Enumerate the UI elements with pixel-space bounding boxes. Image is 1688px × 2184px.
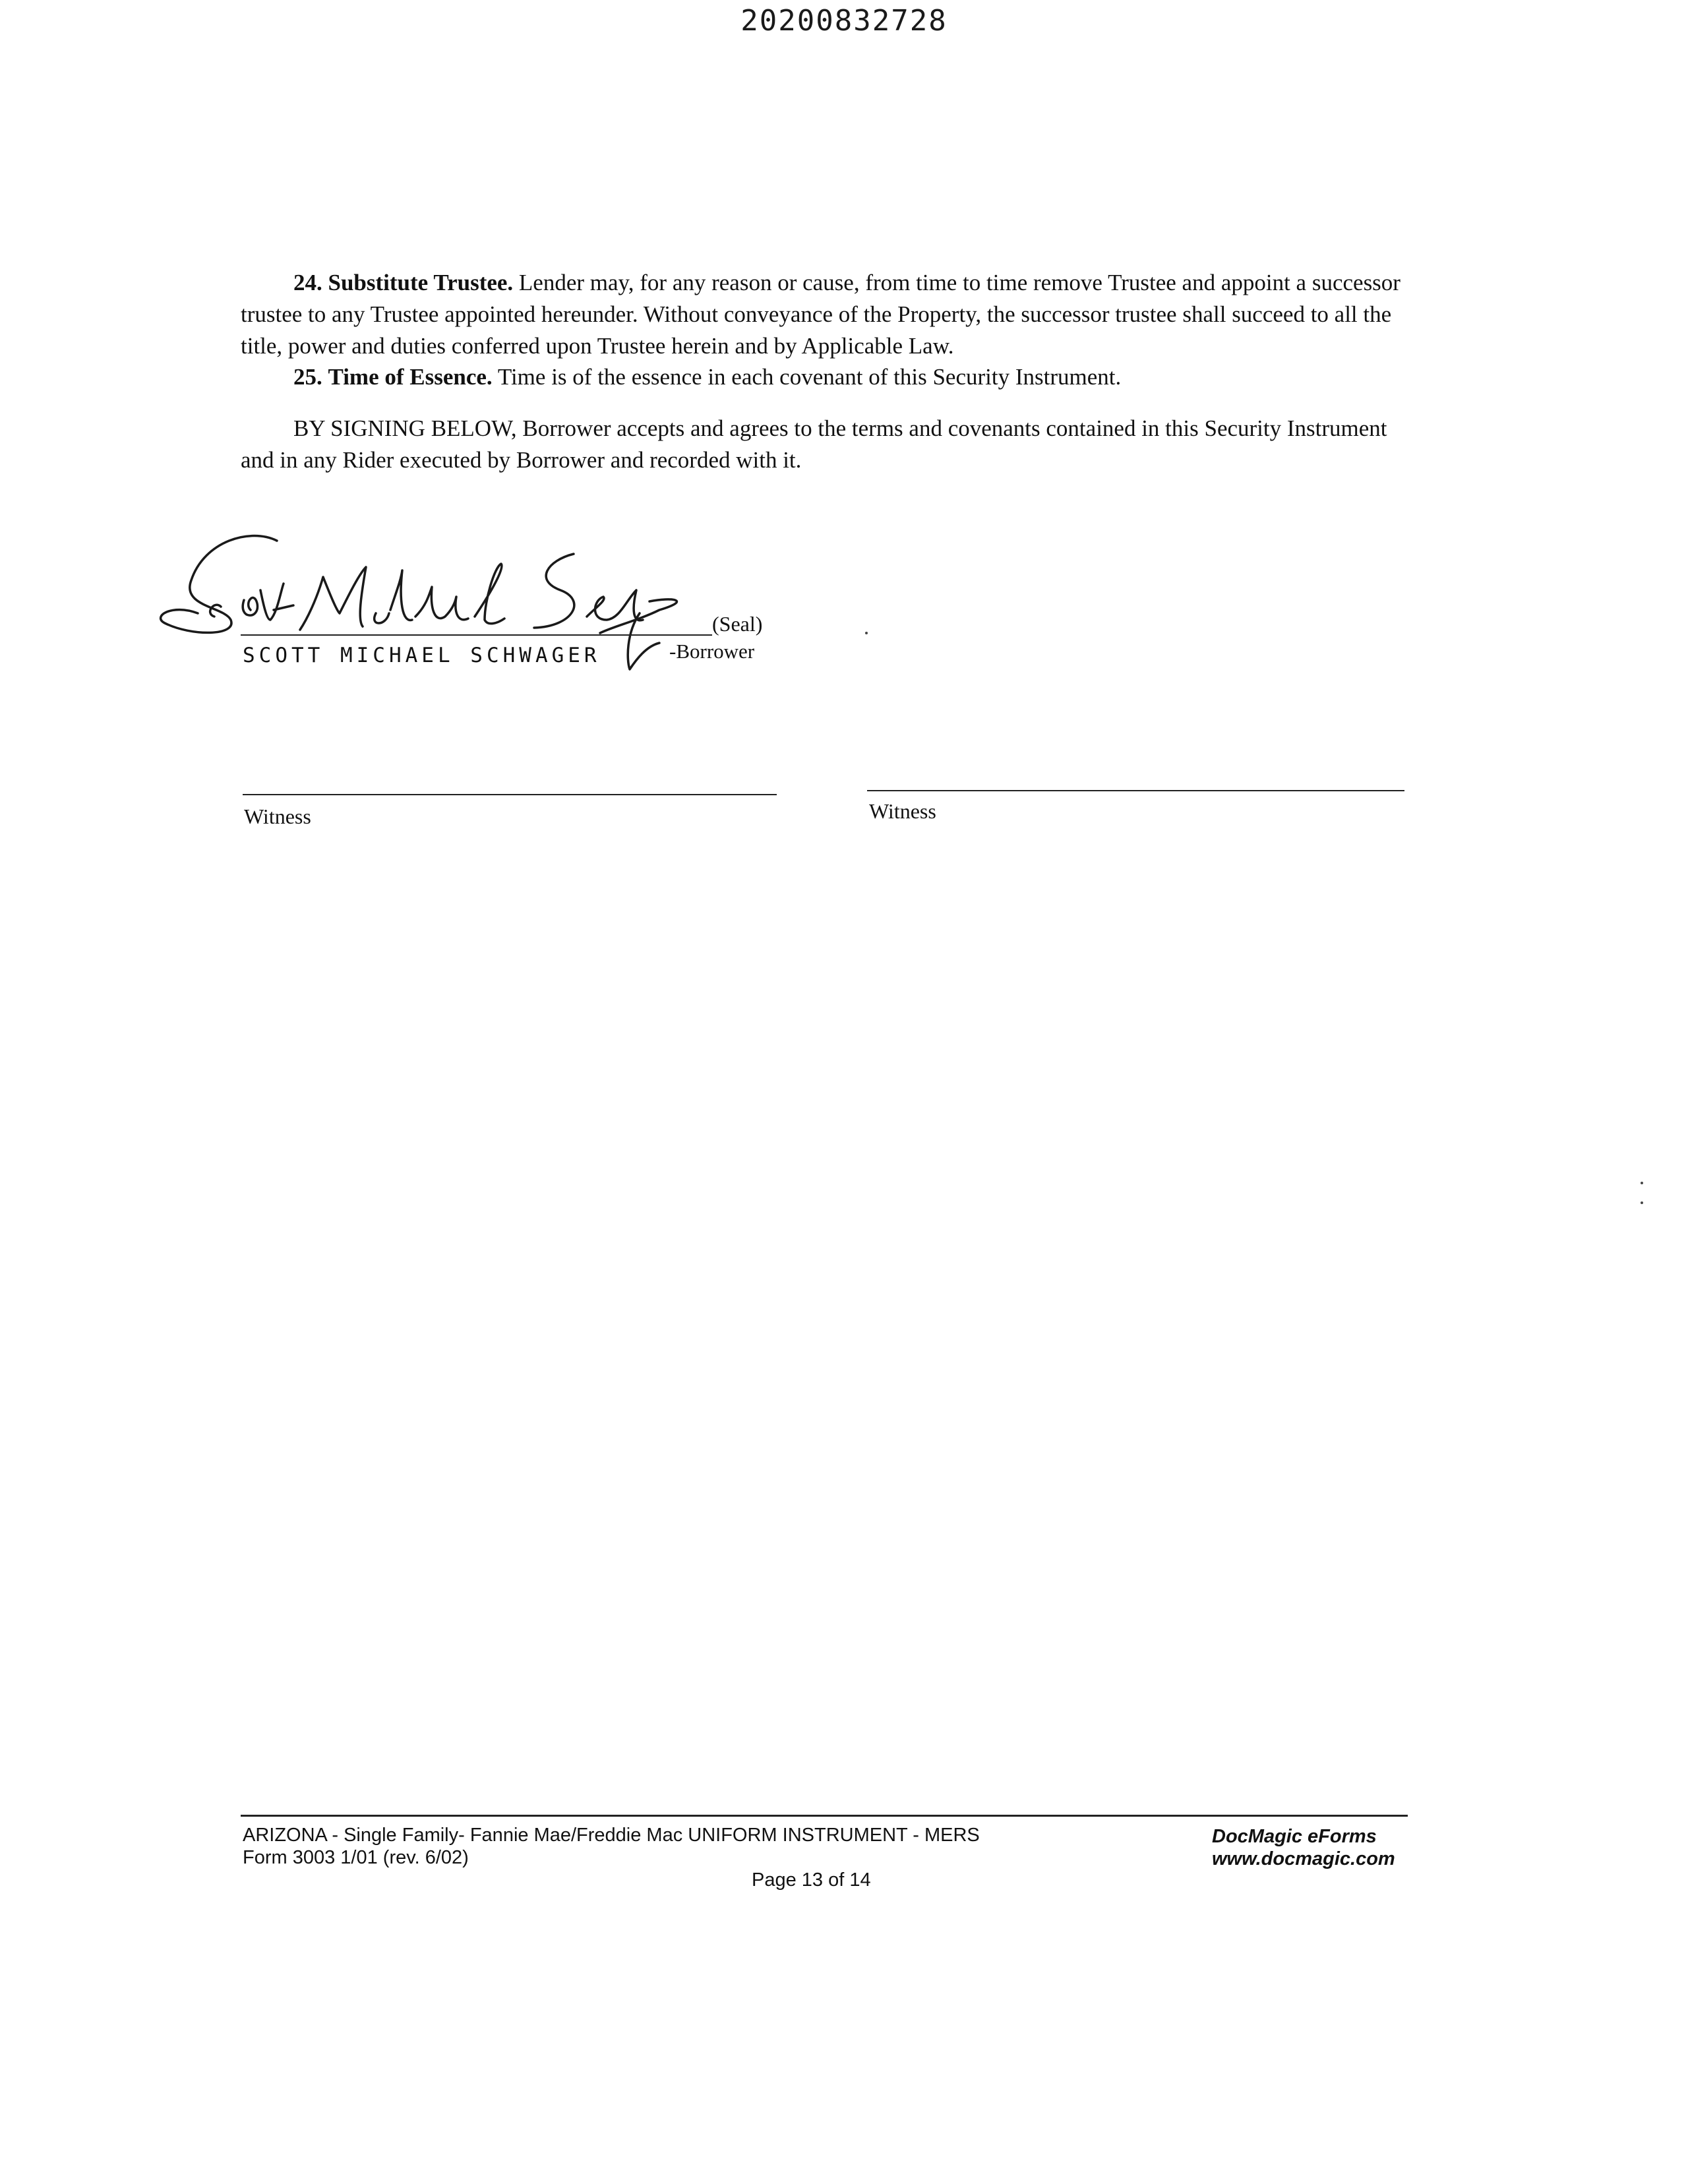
scan-speck xyxy=(865,632,868,634)
clause-25-text: Time is of the essence in each covenant of this Security Instrument. xyxy=(497,364,1122,390)
signing-statement xyxy=(241,413,1414,476)
borrower-name: SCOTT MICHAEL SCHWAGER xyxy=(243,644,601,667)
clause-25 xyxy=(293,361,1414,393)
brand-url: www.docmagic.com xyxy=(1212,1848,1395,1869)
clause-25-title: Time of Essence. xyxy=(328,364,493,390)
clause-24-title: Substitute Trustee. xyxy=(328,270,514,295)
clause-24-number: 24. xyxy=(293,270,322,295)
footer-form-number: Form 3003 1/01 (rev. 6/02) xyxy=(243,1847,469,1868)
seal-label: (Seal) xyxy=(712,612,763,636)
footer-form-title: ARIZONA - Single Family- Fannie Mae/Freddie Mac UNIFORM INSTRUMENT - MERS xyxy=(243,1825,980,1846)
page-number: Page 13 of 14 xyxy=(752,1869,871,1891)
document-number: 20200832728 xyxy=(740,4,948,38)
signing-statement-text: BY SIGNING BELOW, Borrower accepts and agrees to the terms and covenants contained in this Security Instrument and in any Rider executed by Borrower and recorded with it. xyxy=(241,415,1387,473)
borrower-role: -Borrower xyxy=(669,640,755,663)
scan-speck xyxy=(1641,1201,1643,1204)
docmagic-logo xyxy=(1212,1825,1400,1870)
clause-24-text: Lender may, for any reason or cause, from time to time remove Trustee and appoint a successor trustee to any Trustee appointed hereunder. Without conveyance of the Property, the successor trustee shall succeed to all the title, power and duties conferred upon Trustee herein and by Applicable Law. xyxy=(241,270,1401,359)
footer-divider xyxy=(241,1815,1408,1817)
witness-label: Witness xyxy=(244,804,311,828)
scan-speck xyxy=(1641,1182,1643,1184)
clause-25-number: 25. xyxy=(293,364,322,390)
witness-label: Witness xyxy=(869,799,936,823)
clause-24 xyxy=(241,267,1408,362)
brand-name: DocMagic eForms xyxy=(1212,1826,1377,1847)
witness-signature-line xyxy=(867,790,1404,791)
witness-signature-line xyxy=(243,794,777,795)
handwritten-signature xyxy=(152,528,719,699)
borrower-signature-line xyxy=(241,634,712,636)
